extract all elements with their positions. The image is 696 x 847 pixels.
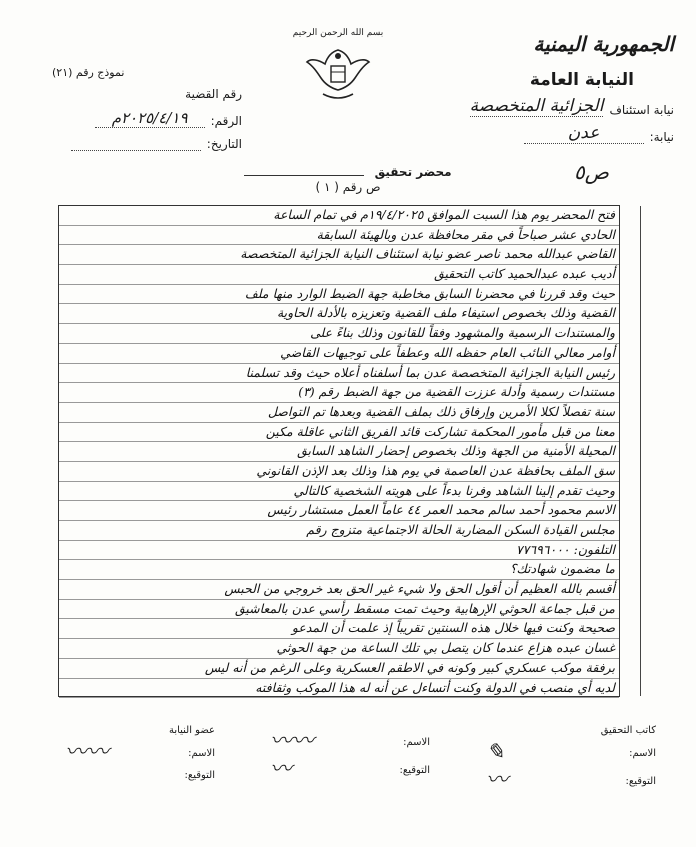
eagle-emblem-icon — [303, 38, 373, 108]
witness-sign-mark: 〰 — [270, 757, 293, 782]
date-row — [52, 136, 242, 151]
record-line: وحيث تقدم إلينا الشاهد وفرنا بدءاً على هويته الشخصية كالتالي — [59, 482, 619, 502]
prosecutor-sign-row — [65, 770, 215, 781]
clerk-signature-mark: ✎ — [486, 740, 505, 765]
margin-rule — [640, 206, 641, 696]
record-line: برفقة موكب عسكري كبير وكونه في الاطقم العسكرية وعلى الرغم من أنه ليس — [59, 659, 619, 679]
clerk-name-row — [486, 742, 656, 764]
signature-block-prosecutor — [65, 725, 215, 781]
record-line: صحيحة وكنت فيها خلال هذه السنتين تقريباً إذ علمت أن المدعو — [59, 619, 619, 639]
date-label: التاريخ: — [206, 137, 242, 151]
date-value — [71, 136, 201, 151]
record-lines — [59, 206, 619, 696]
office-name: النيابة العامة — [529, 70, 634, 90]
record-line: سق الملف بحافظة عدن العاصمة في يوم هذا وذلك بعد الإذن القانوني — [59, 462, 619, 482]
witness-name-row — [270, 731, 430, 753]
case-no-row — [52, 87, 242, 101]
clerk-title: كاتب التحقيق — [600, 725, 656, 736]
number-value: ٢٠٢٥/٤/١٩م — [95, 109, 205, 128]
witness-sign-label: التوقيع: — [399, 764, 430, 776]
signature-block-witness — [270, 725, 430, 781]
appeal-line — [424, 96, 674, 117]
record-line: أوامر معالي النائب العام حفظه الله وعطفاً على توجيهات القاضي — [59, 344, 619, 364]
record-line: مستندات رسمية وأدلة عززت القضية من جهة الضبط رقم (٣) — [59, 383, 619, 403]
prosecution-label: نيابة: — [649, 130, 674, 144]
margin-mark: ص٥ — [574, 160, 609, 184]
witness-sign-row — [270, 759, 430, 781]
country-name: الجمهورية اليمنية — [533, 32, 674, 56]
number-row — [52, 109, 242, 128]
prosecutor-title: عضو النيابة — [168, 725, 215, 736]
record-line: غسان عبده هزاع عندما كان يتصل بي تلك الساعة من جهة الحوثي — [59, 639, 619, 659]
prosecution-value: عدن — [524, 123, 644, 144]
record-line: أقسم بالله العظيم أن أقول الحق ولا شيء غير الحق بعد خروجي من الحبس — [59, 580, 619, 600]
appeal-label: نيابة استئناف — [609, 103, 674, 117]
record-body — [58, 205, 620, 697]
record-line: الاسم محمود أحمد سالم محمد العمر ٤٤ عاماً العمل مستشار رئيس — [59, 501, 619, 521]
page-title-text: محضر تحقيق — [374, 165, 452, 179]
case-no-label: رقم القضية — [185, 87, 242, 101]
signature-block-clerk — [486, 725, 656, 792]
page-number: ص رقم ( ١ ) — [315, 180, 381, 194]
record-line: المحيلة الأمنية من الجهة وذلك بخصوص إحضار الشاهد السابق — [59, 442, 619, 462]
clerk-sign-label: التوقيع: — [625, 775, 656, 787]
record-line: لديه أي منصب في الدولة وكنت أتساءل عن أنه له هذا الموكب وثقافته — [59, 679, 619, 699]
witness-name-label: الاسم: — [403, 736, 430, 748]
record-line: ما مضمون شهادتك؟ — [59, 560, 619, 580]
prosecutor-name-row — [65, 742, 215, 764]
prosecutor-sign-label: التوقيع: — [184, 770, 215, 781]
record-line: والمستندات الرسمية والمشهود وفقاً للقانون وذلك بناءً على — [59, 324, 619, 344]
clerk-name-label: الاسم: — [629, 747, 656, 759]
record-line: حيث وقد قررنا في محضرنا السابق مخاطبة جهة الضبط الوارد منها ملف — [59, 285, 619, 305]
prosecution-line — [424, 123, 674, 144]
record-line: الحادي عشر صباحاً في مقر محافظة عدن وبالهيئة السابقة — [59, 226, 619, 246]
header-left — [52, 66, 242, 151]
witness-signature-mark: 〰〰 — [270, 729, 315, 754]
appeal-value: الجزائية المتخصصة — [469, 96, 604, 116]
number-label: الرقم: — [210, 114, 242, 128]
record-line: رئيس النيابة الجزائية المتخصصة عدن بما أسلفناه أعلاه حيث وقد تسلمنا — [59, 364, 619, 384]
record-line: مجلس القيادة السكن المضاربة الحالة الاجتماعية متزوج رقم — [59, 521, 619, 541]
record-line: معنا من قبل مأمور المحكمة تشاركت قائد الفريق الثاني عاقلة مكين — [59, 423, 619, 443]
record-line: من قبل جماعة الحوثي الإرهابية وحيث تمت مسقط رأسي عدن بالمعاشيق — [59, 600, 619, 620]
prosecutor-signature-mark: 〰〰 — [65, 740, 110, 765]
record-line: القضية وذلك بخصوص استيفاء ملف القضية وتعزيزه بالأدلة الحاوية — [59, 304, 619, 324]
record-line: التلفون: ٧٧٦٩٦٠٠٠ — [59, 541, 619, 561]
record-line: سنة تفصلاً لكلا الأمرين وإرفاق ذلك بملف القضية وبعدها تم التواصل — [59, 403, 619, 423]
record-line: القاضي عبدالله محمد ناصر عضو نيابة استئناف النيابة الجزائية المتخصصة — [59, 245, 619, 265]
clerk-sign-row — [486, 770, 656, 792]
emblem — [283, 28, 393, 112]
basmala: بسم الله الرحمن الرحيم — [292, 28, 384, 38]
header-right — [424, 32, 674, 144]
record-line: فتح المحضر يوم هذا السبت الموافق ١٩/٤/٢٠٢٥م في تمام الساعة — [59, 206, 619, 226]
title-underline — [244, 175, 364, 176]
prosecutor-name-label: الاسم: — [188, 747, 215, 759]
record-line: أديب عبده عبدالحميد كاتب التحقيق — [59, 265, 619, 285]
form-number: نموذج رقم (٢١) — [52, 66, 125, 79]
clerk-sign-mark: 〰 — [486, 768, 509, 793]
